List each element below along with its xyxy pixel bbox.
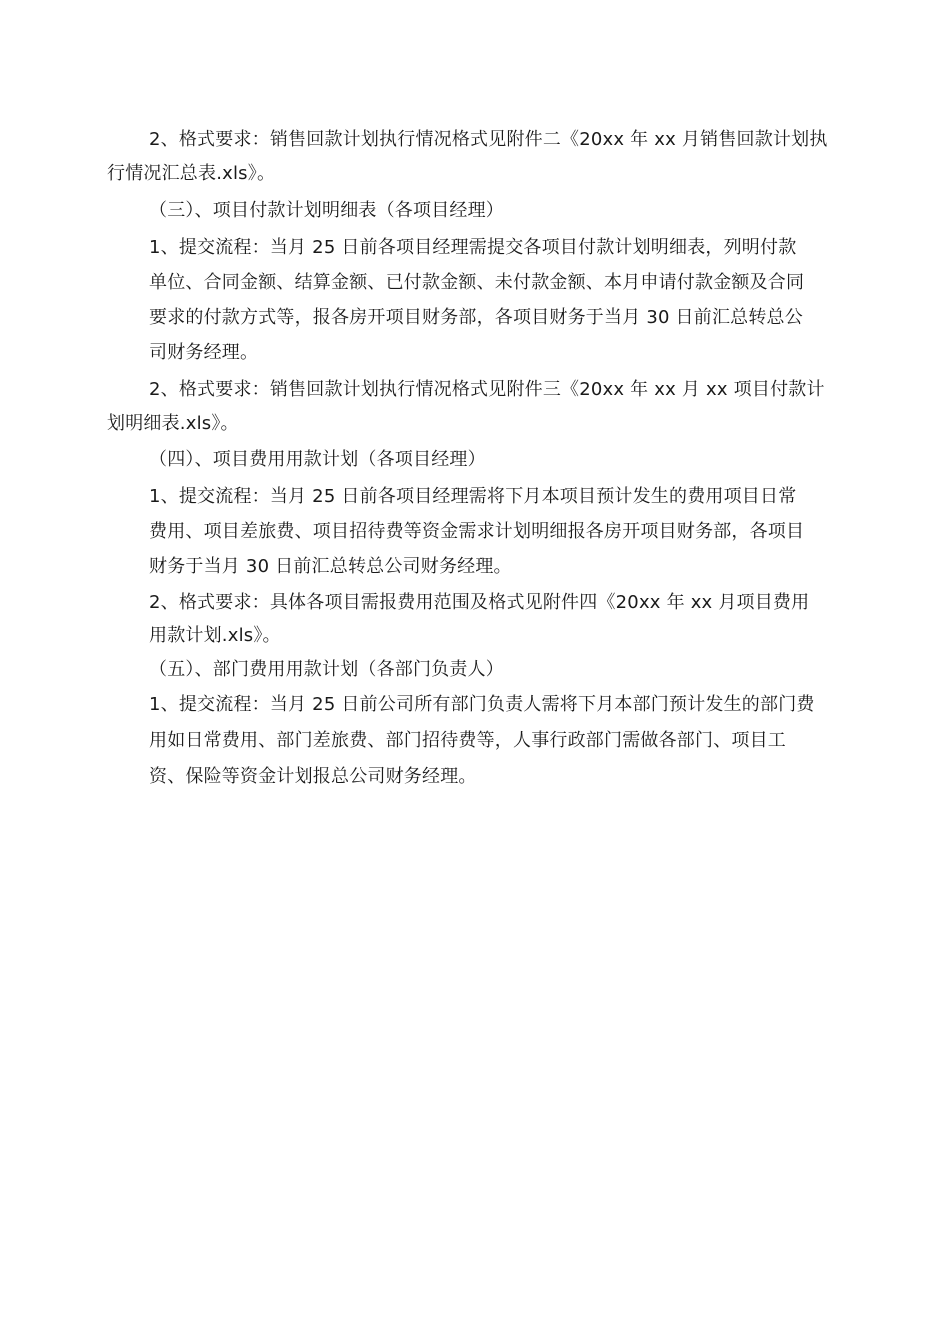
- paragraph-line: 要求的付款方式等，报各房开项目财务部，各项目财务于当月 30 日前汇总转总公: [149, 307, 803, 328]
- paragraph-line: 资、保险等资金计划报总公司财务经理。: [149, 766, 477, 787]
- section-heading: （三）、项目付款计划明细表（各项目经理）: [149, 200, 504, 221]
- paragraph-line: 行情况汇总表.xls》。: [107, 163, 276, 184]
- paragraph-line: 单位、合同金额、结算金额、已付款金额、未付款金额、本月申请付款金额及合同: [149, 272, 805, 293]
- paragraph-line: 财务于当月 30 日前汇总转总公司财务经理。: [149, 556, 512, 577]
- paragraph-line: 划明细表.xls》。: [107, 413, 239, 434]
- paragraph-line: 司财务经理。: [149, 342, 259, 363]
- paragraph-line: 费用、项目差旅费、项目招待费等资金需求计划明细报各房开项目财务部，各项目: [149, 521, 805, 542]
- paragraph-line: 2、格式要求：销售回款计划执行情况格式见附件三《20xx 年 xx 月 xx 项目付款计: [149, 379, 825, 400]
- section-heading: （四）、项目费用用款计划（各项目经理）: [149, 449, 486, 470]
- paragraph-line: 用如日常费用、部门差旅费、部门招待费等，人事行政部门需做各部门、项目工: [149, 730, 786, 751]
- paragraph-line: 1、提交流程：当月 25 日前各项目经理需提交各项目付款计划明细表，列明付款: [149, 237, 797, 258]
- paragraph-line: 用款计划.xls》。: [149, 625, 281, 646]
- paragraph-line: 1、提交流程：当月 25 日前公司所有部门负责人需将下月本部门预计发生的部门费: [149, 694, 815, 715]
- paragraph-line: 1、提交流程：当月 25 日前各项目经理需将下月本项目预计发生的费用项目日常: [149, 486, 797, 507]
- paragraph-line: 2、格式要求：销售回款计划执行情况格式见附件二《20xx 年 xx 月销售回款计划执: [149, 129, 828, 150]
- section-heading: （五）、部门费用用款计划（各部门负责人）: [149, 659, 504, 680]
- paragraph-line: 2、格式要求：具体各项目需报费用范围及格式见附件四《20xx 年 xx 月项目费用: [149, 592, 810, 613]
